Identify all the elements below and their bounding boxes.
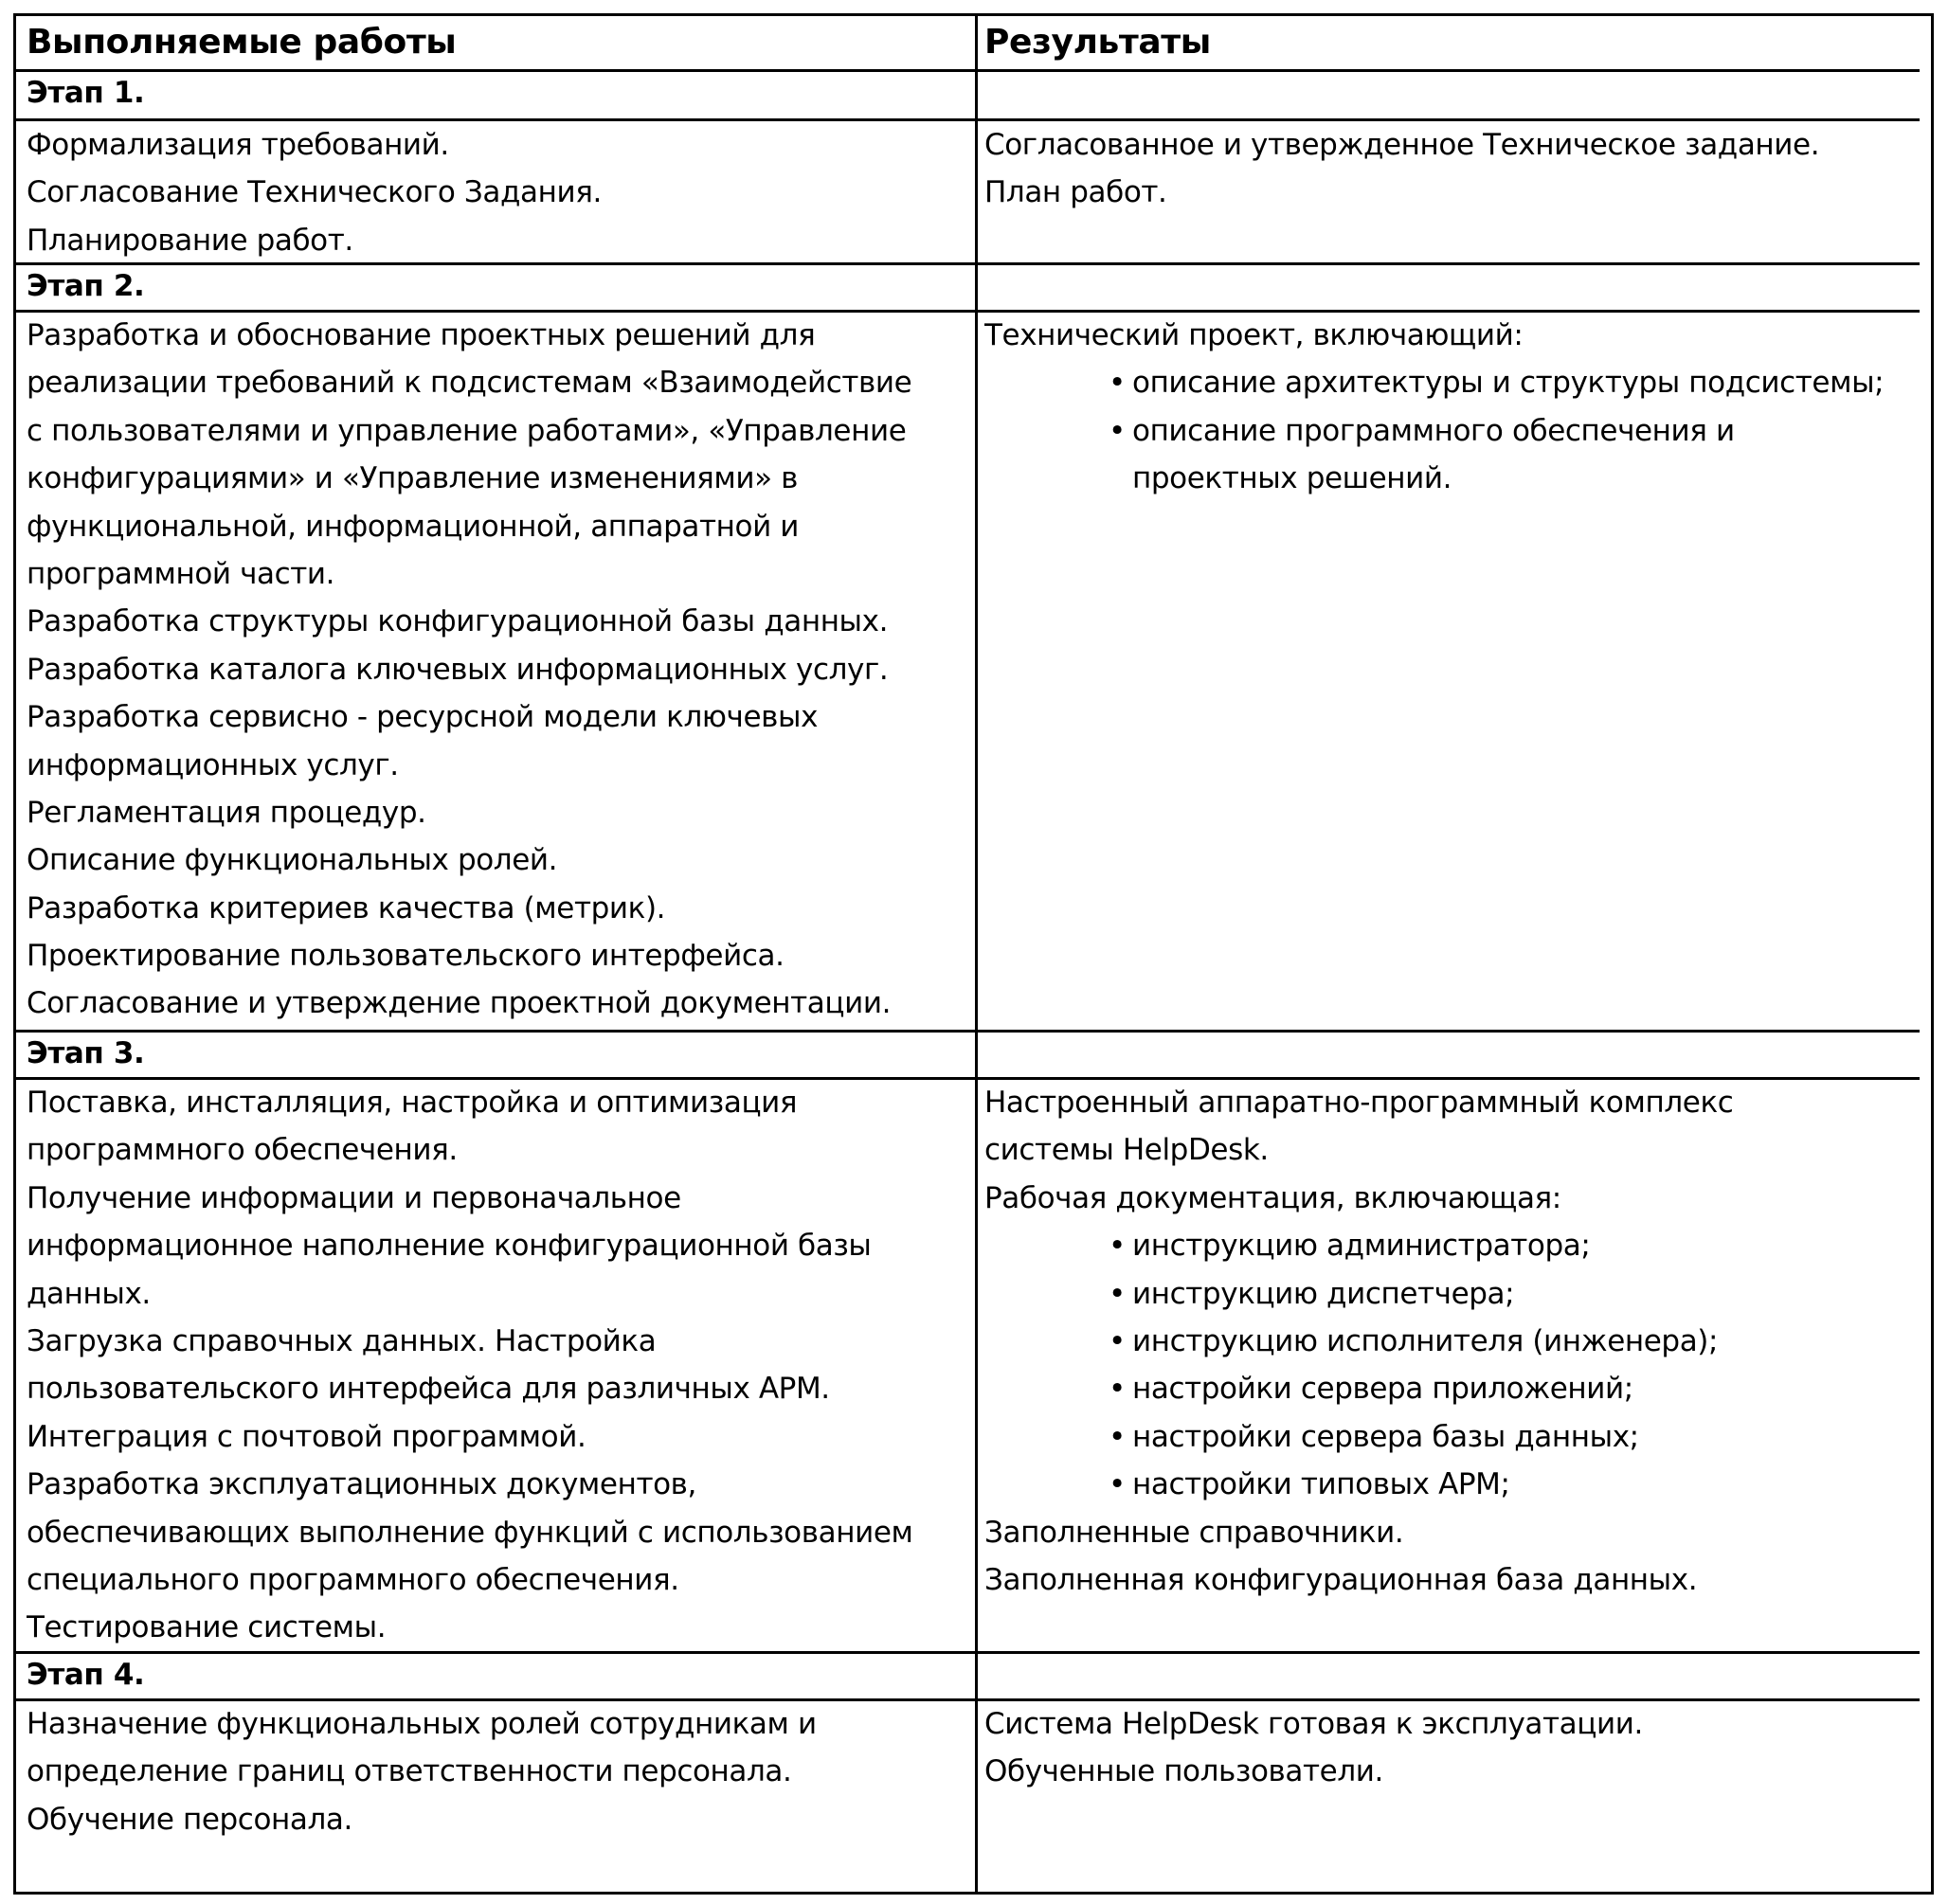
result-bullet-continuation: проектных решений.	[1132, 461, 1452, 496]
result-bullet-item: • описание архитектуры и структуры подсистемы;	[984, 359, 1919, 406]
header-works: Выполняемые работы	[27, 23, 457, 62]
stage-4-title: Этап 4.	[27, 1658, 145, 1692]
bullet-icon: •	[1109, 1467, 1126, 1502]
work-line: Поставка, инсталляция, настройка и оптимизация	[27, 1086, 798, 1120]
work-line: конфигурациями» и «Управление изменениями» в	[27, 461, 798, 496]
work-line: пользовательского интерфейса для различных АРМ.	[27, 1372, 830, 1407]
work-line: реализации требований к подсистемам «Взаимодействие	[27, 366, 912, 401]
work-line: Разработка структуры конфигурационной базы данных.	[27, 604, 889, 639]
result-bullet-item: • описание программного обеспечения и	[984, 407, 1919, 455]
result-bullet-item: • инструкцию администратора;	[984, 1222, 1919, 1269]
work-line: программного обеспечения.	[27, 1133, 458, 1168]
result-line: План работ.	[984, 175, 1167, 210]
bullet-icon: •	[1109, 1229, 1126, 1264]
work-stages-table	[13, 13, 1934, 1895]
work-line: Разработка эксплуатационных документов,	[27, 1467, 696, 1502]
result-bullet-item: • инструкцию диспетчера;	[984, 1270, 1919, 1318]
result-bullet-item: • инструкцию исполнителя (инженера);	[984, 1318, 1919, 1365]
stage-1-title: Этап 1.	[27, 76, 145, 110]
result-line: Заполненные справочники.	[984, 1515, 1404, 1550]
work-line: функциональной, информационной, аппаратной и	[27, 509, 800, 544]
header-results: Результаты	[984, 23, 1211, 62]
result-line: системы HelpDesk.	[984, 1133, 1269, 1168]
work-line: Разработка критериев качества (метрик).	[27, 890, 666, 925]
work-line: Разработка и обоснование проектных решений для	[27, 318, 816, 352]
stage-1-works	[27, 121, 974, 264]
work-line: информационных услуг.	[27, 747, 399, 782]
work-line: Планирование работ.	[27, 223, 353, 258]
column-divider	[975, 16, 978, 1892]
stage-4-results	[984, 1700, 1919, 1796]
work-line: Интеграция с почтовой программой.	[27, 1419, 586, 1454]
bullet-icon: •	[1109, 1276, 1126, 1311]
work-line: Согласование и утверждение проектной документации.	[27, 986, 892, 1021]
work-line: информационное наполнение конфигурационной базы	[27, 1229, 872, 1264]
result-line: Заполненная конфигурационная база данных.	[984, 1562, 1698, 1597]
work-line: Регламентация процедур.	[27, 795, 426, 830]
work-line: Разработка каталога ключевых информационных услуг.	[27, 652, 889, 687]
result-line: Обученные пользователи.	[984, 1754, 1383, 1789]
bullet-icon: •	[1109, 1419, 1126, 1454]
stage-2-title: Этап 2.	[27, 269, 145, 303]
result-line: Согласованное и утвержденное Техническое задание.	[984, 128, 1820, 162]
bullet-icon: •	[1109, 366, 1126, 401]
work-line: Обучение персонала.	[27, 1802, 352, 1837]
work-line: данных.	[27, 1276, 151, 1311]
stage-1-results	[984, 121, 1919, 217]
work-line: специального программного обеспечения.	[27, 1562, 679, 1597]
work-line: Проектирование пользовательского интерфейса.	[27, 939, 785, 974]
stage-2-works	[27, 312, 974, 1028]
work-line: Тестирование системы.	[27, 1610, 387, 1645]
stage-3-title: Этап 3.	[27, 1036, 145, 1070]
result-line: Настроенный аппаратно-программный комплекс	[984, 1086, 1734, 1120]
result-line: Система HelpDesk готовая к эксплуатации.	[984, 1707, 1643, 1741]
stage-2-results	[984, 312, 1919, 503]
work-line: Согласование Технического Задания.	[27, 175, 602, 210]
result-line: Рабочая документация, включающая:	[984, 1180, 1561, 1215]
work-line: программной части.	[27, 556, 335, 591]
bullet-icon: •	[1109, 413, 1126, 448]
work-line: обеспечивающих выполнение функций с использованием	[27, 1515, 913, 1550]
result-bullet-item: • настройки сервера базы данных;	[984, 1413, 1919, 1461]
stage-3-works	[27, 1079, 974, 1652]
row-divider	[978, 1030, 1920, 1033]
work-line: Получение информации и первоначальное	[27, 1180, 681, 1215]
bullet-icon: •	[1109, 1323, 1126, 1358]
work-line: Описание функциональных ролей.	[27, 843, 558, 878]
result-bullet-item: • настройки сервера приложений;	[984, 1365, 1919, 1412]
work-line: Формализация требований.	[27, 128, 449, 162]
work-line: Загрузка справочных данных. Настройка	[27, 1323, 657, 1358]
result-line: Технический проект, включающий:	[984, 318, 1524, 352]
work-line: Назначение функциональных ролей сотрудникам и	[27, 1707, 817, 1741]
row-divider	[978, 262, 1920, 265]
work-line: с пользователями и управление работами», «Управление	[27, 413, 907, 448]
row-divider	[978, 1651, 1920, 1654]
work-line: Разработка сервисно - ресурсной модели ключевых	[27, 700, 819, 735]
bullet-icon: •	[1109, 1372, 1126, 1407]
stage-3-results	[984, 1079, 1919, 1604]
work-line: определение границ ответственности персонала.	[27, 1754, 792, 1789]
result-bullet-item: • настройки типовых АРМ;	[984, 1461, 1919, 1508]
stage-4-works	[27, 1700, 974, 1843]
